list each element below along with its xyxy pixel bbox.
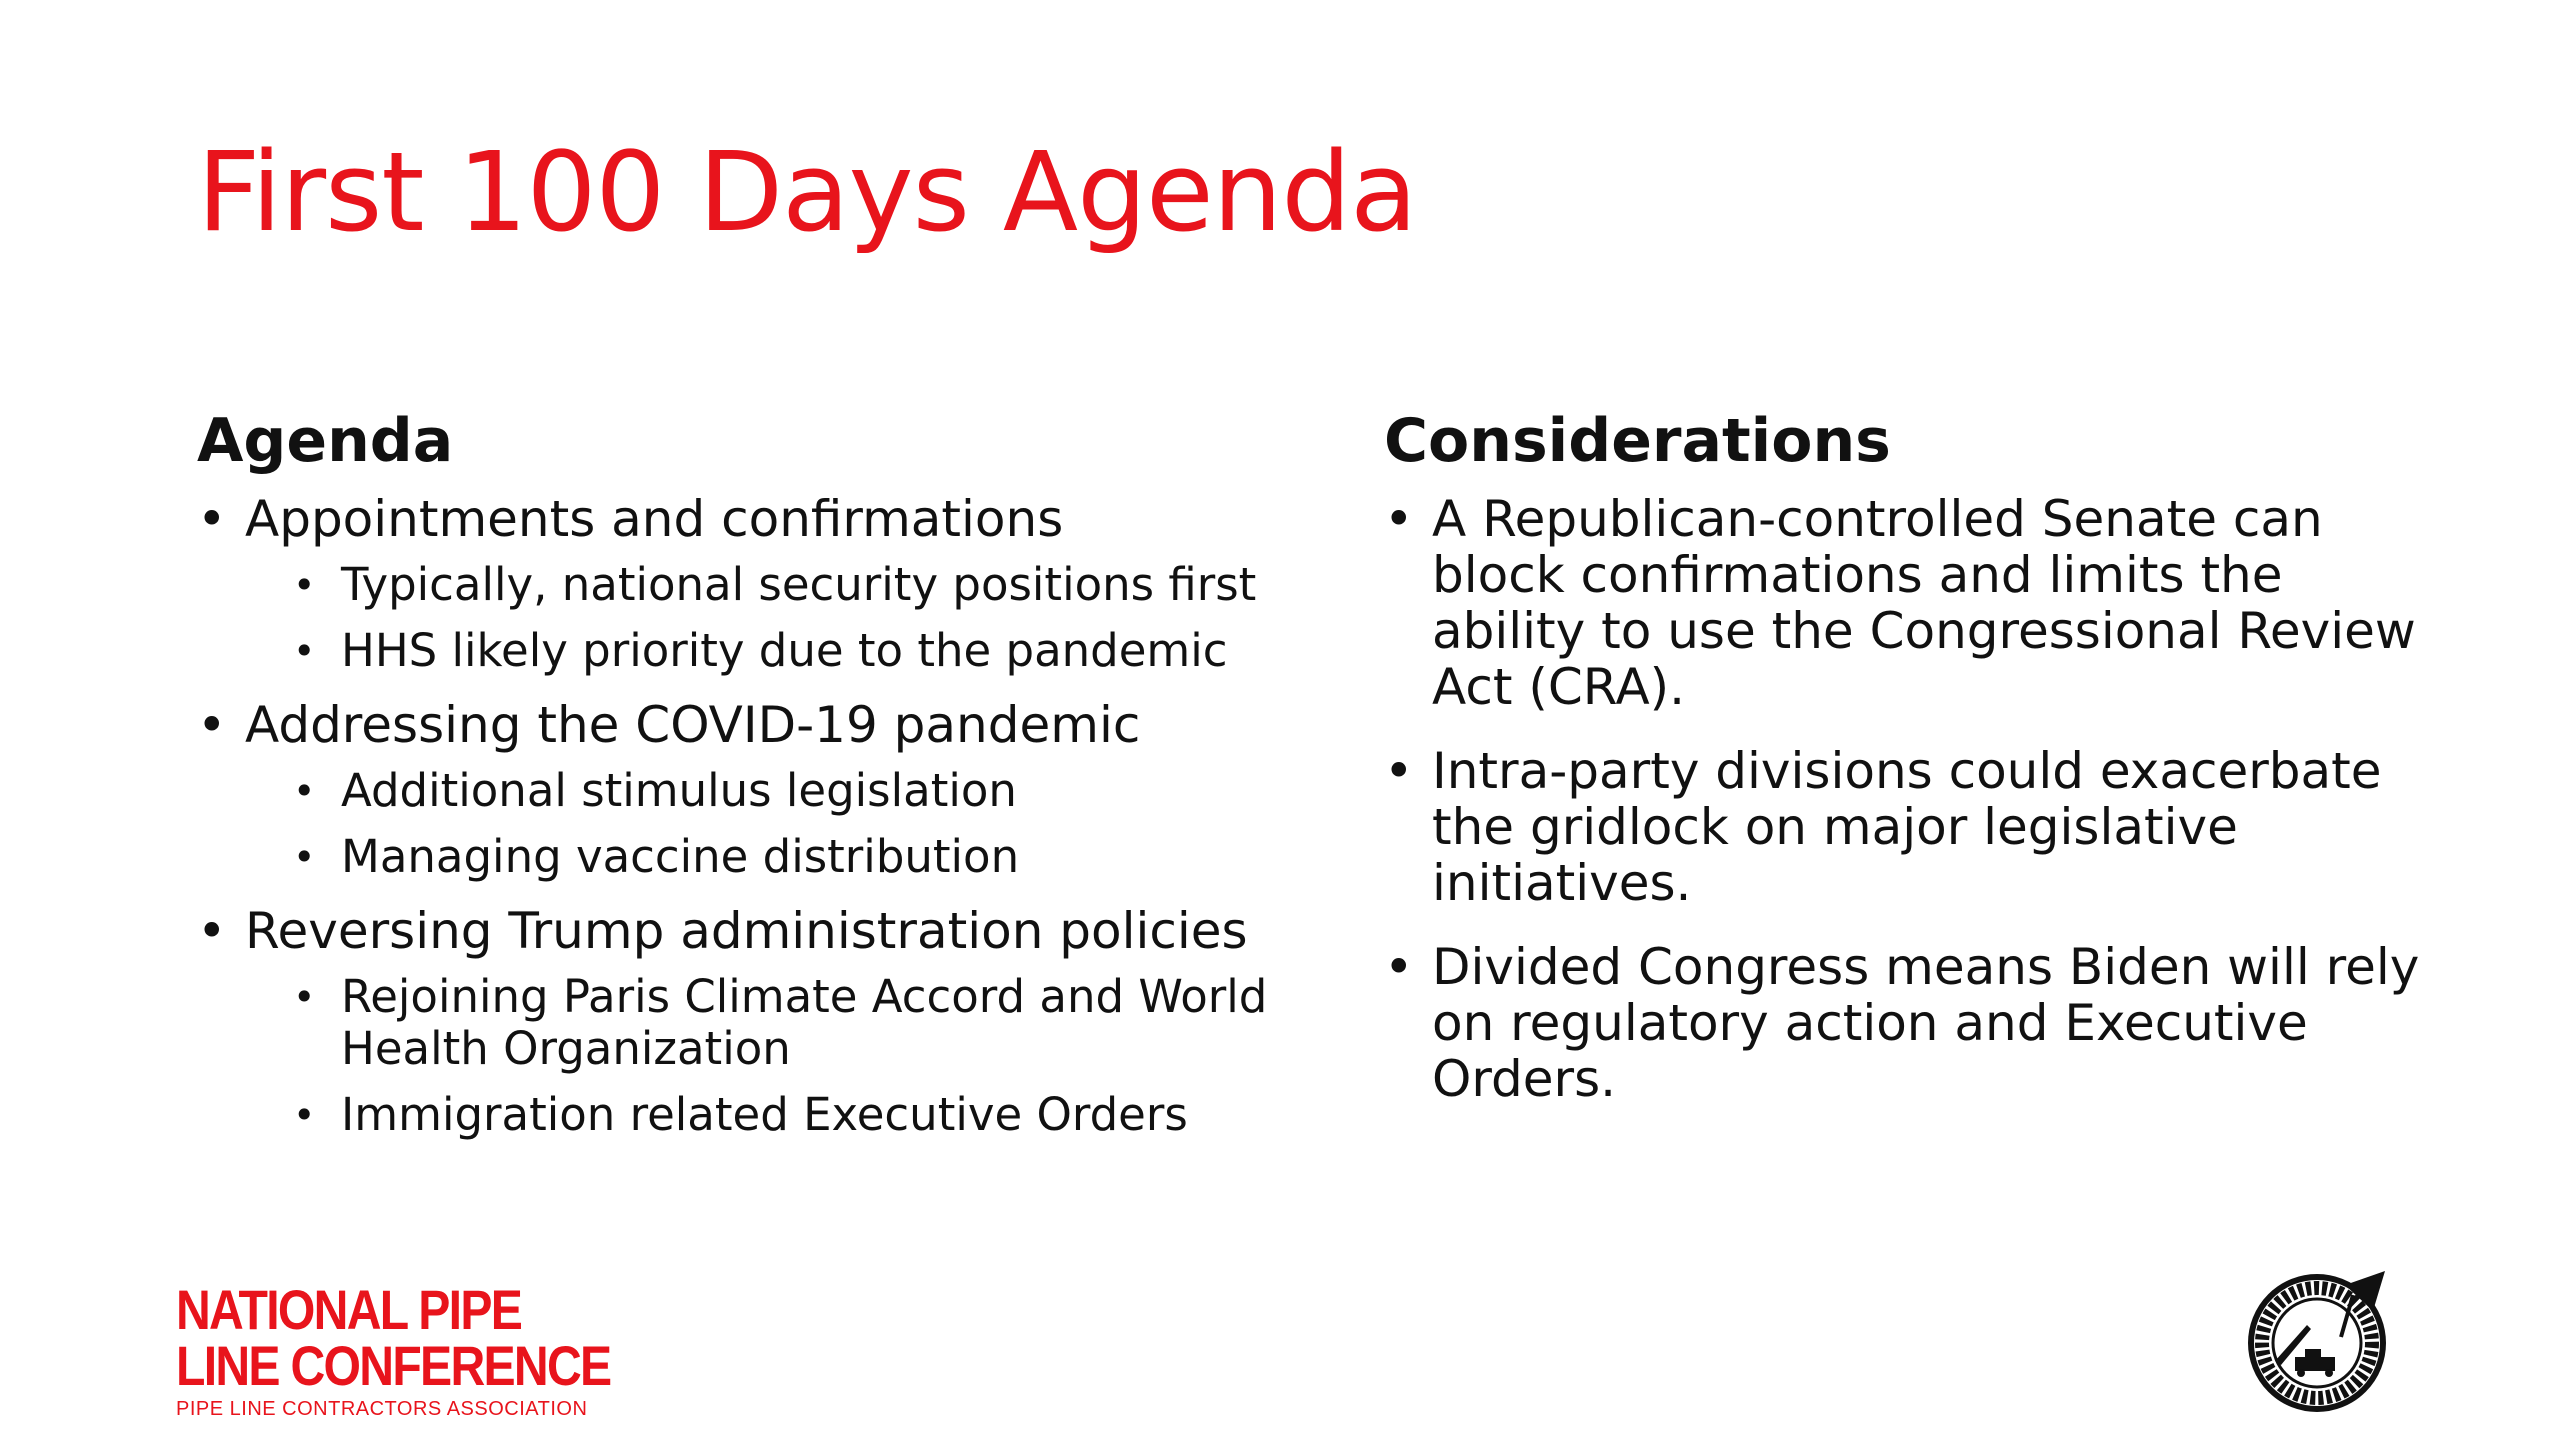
- conference-logo: [176, 1278, 681, 1421]
- agenda-sublist: [245, 559, 1317, 677]
- agenda-list: [197, 491, 1317, 1141]
- consideration-item: • Divided Congress means Biden will rely on regulatory action and Executive Orders.: [1384, 939, 2424, 1107]
- logo-line-1: NATIONAL PIPE: [176, 1278, 522, 1341]
- agenda-column: [197, 405, 1317, 1161]
- agenda-subitem: • Immigration related Executive Orders: [245, 1089, 1317, 1141]
- slide-title: First 100 Days Agenda: [197, 128, 1417, 256]
- agenda-subitem: • Typically, national security positions first: [245, 559, 1317, 611]
- agenda-sublist: [245, 971, 1317, 1141]
- agenda-heading: Agenda: [197, 406, 454, 476]
- logo-line-3: PIPE LINE CONTRACTORS ASSOCIATION: [176, 1398, 588, 1420]
- agenda-item: [197, 491, 1317, 677]
- agenda-subitem: • HHS likely priority due to the pandemic: [245, 625, 1317, 677]
- agenda-subitem: • Additional stimulus legislation: [245, 765, 1317, 817]
- agenda-subitem: • Managing vaccine distribution: [245, 831, 1317, 883]
- agenda-item-text: Reversing Trump administration policies: [245, 902, 1248, 960]
- agenda-item: [197, 903, 1317, 1141]
- consideration-item: • Intra-party divisions could exacerbate the gridlock on major legislative initiatives.: [1384, 743, 2424, 911]
- agenda-sublist: [245, 765, 1317, 883]
- agenda-subitem: • Rejoining Paris Climate Accord and World Health Organization: [245, 971, 1317, 1075]
- logo-line-2: LINE CONFERENCE: [176, 1334, 611, 1397]
- agenda-item-text: Addressing the COVID-19 pandemic: [245, 696, 1141, 754]
- pipeline-contractors-seal-icon: [2245, 1265, 2395, 1415]
- agenda-item-text: Appointments and confirmations: [245, 490, 1064, 548]
- considerations-column: [1384, 405, 2424, 1135]
- considerations-heading: Considerations: [1384, 406, 1891, 476]
- considerations-list: [1384, 491, 2424, 1107]
- agenda-item: [197, 697, 1317, 883]
- consideration-item: • A Republican-controlled Senate can block confirmations and limits the ability to use the Congressional Review Act (CRA).: [1384, 491, 2424, 715]
